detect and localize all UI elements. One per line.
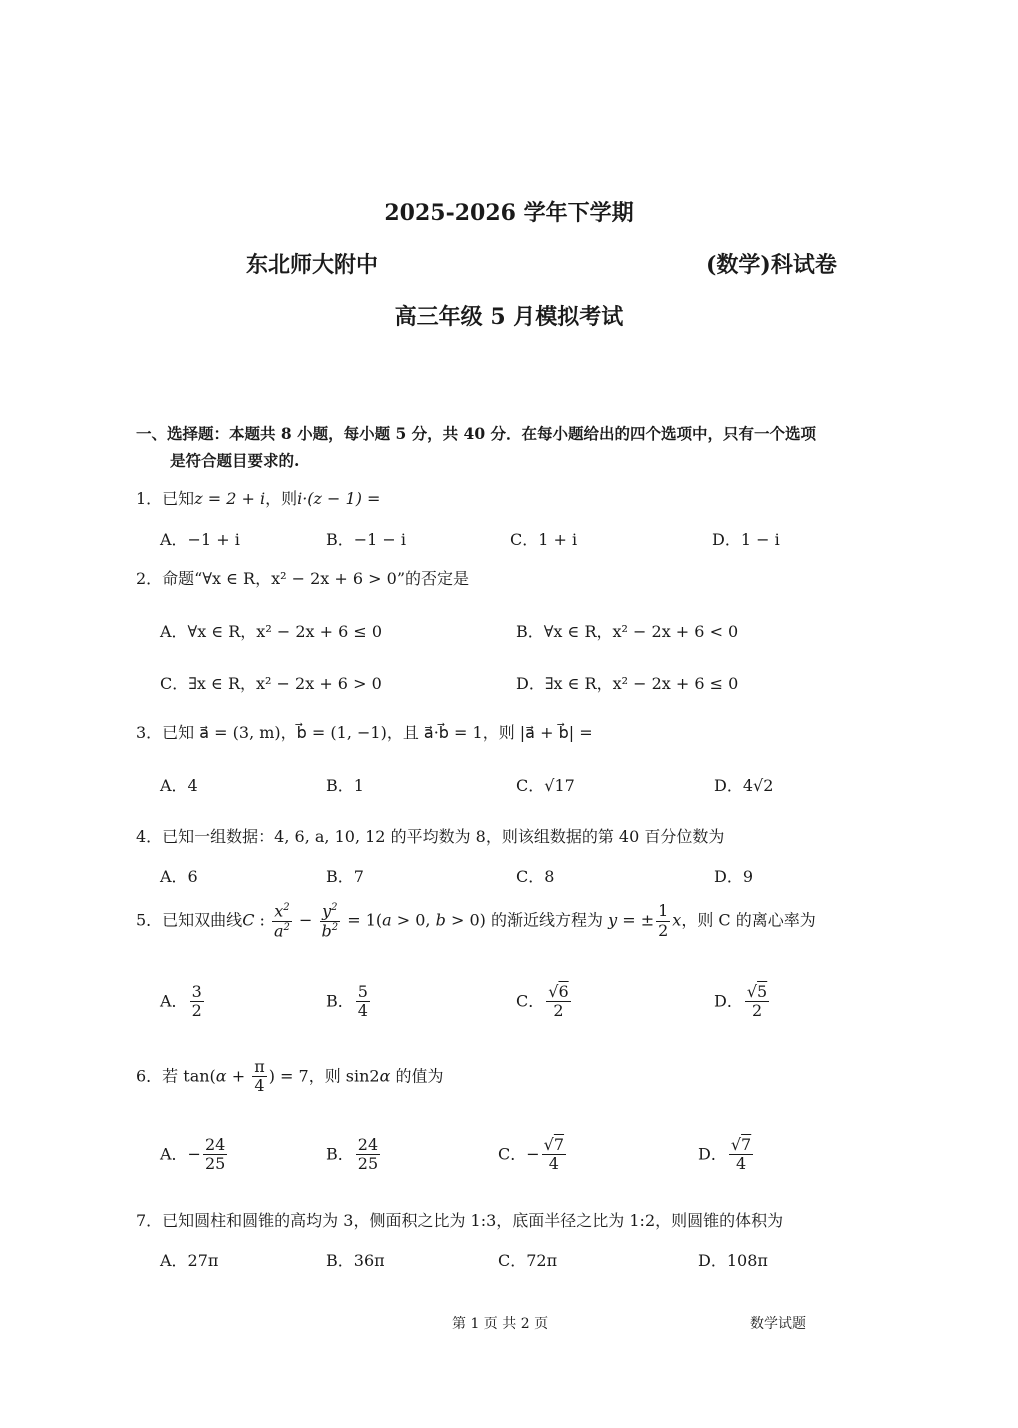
q2-option-d: D．∃x ∈ R，x² − 2x + 6 ≤ 0 — [516, 674, 739, 693]
q7-option-a: A．27π — [160, 1251, 219, 1270]
section-heading: 一、选择题：本题共 8 小题，每小题 5 分，共 40 分．在每小题给出的四个选项中，只有一个选项 — [136, 424, 817, 443]
question-1: 1．已知z = 2 + i，则i·(z − 1) = — [136, 489, 381, 508]
q5-option-a: A． $\frac{3}{2}$ — [160, 982, 202, 1021]
page-number: 第 1 页 共 2 页 — [452, 1316, 549, 1332]
q6-option-d: D． $\frac{√7}{4}$ — [698, 1135, 752, 1174]
question-5: 5．已知双曲线C : $\frac{x^2}{a^2}$ − $\frac{y^2}{b^2}$ = 1(a > 0, b > 0) 的渐近线方程为 y = ± $\frac{1}{2}$ x，则 C 的离心率为 — [136, 901, 816, 941]
q7-option-d: D．108π — [698, 1251, 768, 1270]
question-2: 2．命题“∀x ∈ R，x² − 2x + 6 > 0”的否定是 — [136, 569, 470, 588]
q5-option-c: C． $\frac{√6}{2}$ — [516, 982, 569, 1021]
q4-option-b: B．7 — [326, 867, 364, 886]
term-title: 2025-2026 学年下学期 — [384, 200, 634, 226]
question-4: 4．已知一组数据：4, 6, a, 10, 12 的平均数为 8，则该组数据的第 40 百分位数为 — [136, 827, 725, 846]
fraction: $\frac{y^2}{b^2}$ — [321, 901, 339, 941]
q6-option-b: B． $\frac{24}{25}$ — [326, 1135, 379, 1174]
q2-option-b: B．∀x ∈ R，x² − 2x + 6 < 0 — [516, 622, 739, 641]
q3-option-c: C．√17 — [516, 776, 575, 795]
q6-option-a: A．− $\frac{24}{25}$ — [160, 1135, 226, 1174]
fraction: $\frac{x^2}{a^2}$ — [274, 901, 290, 941]
q1-option-b: B．−1 − i — [326, 530, 407, 549]
q1-option-a: A．−1 + i — [160, 530, 240, 549]
q7-option-b: B．36π — [326, 1251, 385, 1270]
question-6: 6．若 tan(α + $\frac{\pi}{4}$ ) = 7，则 sin2α 的值为 — [136, 1057, 444, 1096]
q6-option-c: C．− $\frac{√7}{4}$ — [498, 1135, 565, 1174]
footer-label: 数学试题 — [750, 1316, 806, 1332]
section-heading-cont: 是符合题目要求的. — [170, 451, 300, 470]
q4-option-d: D．9 — [714, 867, 754, 886]
q5-option-d: D． $\frac{√5}{2}$ — [714, 982, 768, 1021]
q4-option-c: C．8 — [516, 867, 555, 886]
exam-title: 高三年级 5 月模拟考试 — [394, 304, 624, 330]
school-name: 东北师大附中 — [246, 252, 379, 278]
q5-option-b: B． $\frac{5}{4}$ — [326, 982, 368, 1021]
q1-option-c: C．1 + i — [510, 530, 578, 549]
fraction: $\frac{1}{2}$ — [658, 901, 669, 940]
q1-option-d: D．1 − i — [712, 530, 780, 549]
q4-option-a: A．6 — [160, 867, 198, 886]
q2-option-c: C．∃x ∈ R，x² − 2x + 6 > 0 — [160, 674, 382, 693]
q7-option-c: C．72π — [498, 1251, 558, 1270]
q3-option-d: D．4√2 — [714, 776, 774, 795]
question-3: 3．已知 a⃗ = (3, m)，b⃗ = (1, −1)，且 a⃗·b⃗ = 1，则 |a⃗ + b⃗| = — [136, 723, 593, 742]
question-7: 7．已知圆柱和圆锥的高均为 3，侧面积之比为 1:3，底面半径之比为 1:2，则圆锥的体积为 — [136, 1211, 784, 1230]
q2-option-a: A．∀x ∈ R，x² − 2x + 6 ≤ 0 — [160, 622, 383, 641]
subject-title: (数学)科试卷 — [706, 252, 837, 278]
q3-option-a: A．4 — [160, 776, 198, 795]
q3-option-b: B．1 — [326, 776, 364, 795]
